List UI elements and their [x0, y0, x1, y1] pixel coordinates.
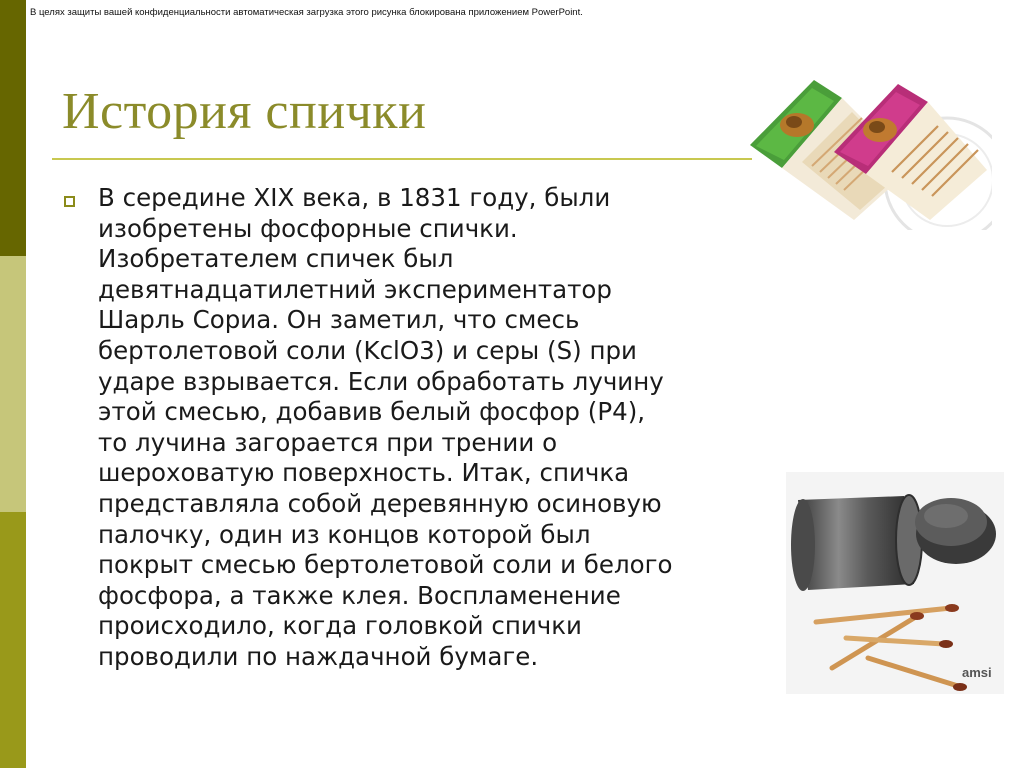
body-line: изобретены фосфорные спички. — [98, 213, 518, 243]
slide-body-text — [98, 183, 758, 673]
loose-matches — [816, 604, 967, 691]
left-accent-bar — [0, 0, 26, 768]
matchbooks-illustration — [742, 70, 992, 230]
body-line: фосфора, а также клея. Воспламенение — [98, 580, 621, 610]
body-line: представляла собой деревянную осиновую — [98, 488, 662, 518]
body-line: покрыт смесью бертолетовой соли и белого — [98, 550, 673, 580]
tin-cylinder — [791, 495, 922, 591]
body-line: происходило, когда головкой спички — [98, 611, 582, 641]
watermark-text: amsi — [962, 665, 992, 680]
body-line: ударе взрывается. Если обработать лучину — [98, 366, 664, 396]
body-line: В середине XIX века, в 1831 году, были — [98, 183, 611, 212]
accent-segment-mid — [0, 512, 26, 768]
body-line: бертолетовой соли (KclO3) и серы (S) при — [98, 335, 637, 365]
accent-segment-dark — [0, 0, 26, 256]
body-line: проводили по наждачной бумаге. — [98, 641, 539, 671]
body-line: этой смесью, добавив белый фосфор (P4), — [98, 397, 646, 427]
tin-lid — [915, 498, 996, 564]
tin-box-illustration — [786, 472, 1004, 694]
slide-title: История спички — [62, 83, 427, 140]
body-line: то лучина загорается при трении о — [98, 427, 558, 457]
body-line: палочку, один из концов которой был — [98, 519, 591, 549]
body-line: девятнадцатилетний экспериментатор — [98, 274, 612, 304]
bullet-square-icon — [64, 196, 75, 207]
blocked-image-notice: В целях защиты вашей конфиденциальности автоматическая загрузка этого рисунка блокирована приложением PowerPoint. — [30, 7, 583, 18]
accent-segment-light — [0, 256, 26, 512]
body-line: шероховатую поверхность. Итак, спичка — [98, 458, 630, 488]
title-underline — [52, 158, 752, 160]
body-line: Шарль Сориа. Он заметил, что смесь — [98, 305, 580, 335]
matchbooks-image — [742, 70, 992, 230]
body-line: Изобретателем спичек был — [98, 244, 454, 274]
tin-box-matches-image — [786, 472, 1004, 694]
